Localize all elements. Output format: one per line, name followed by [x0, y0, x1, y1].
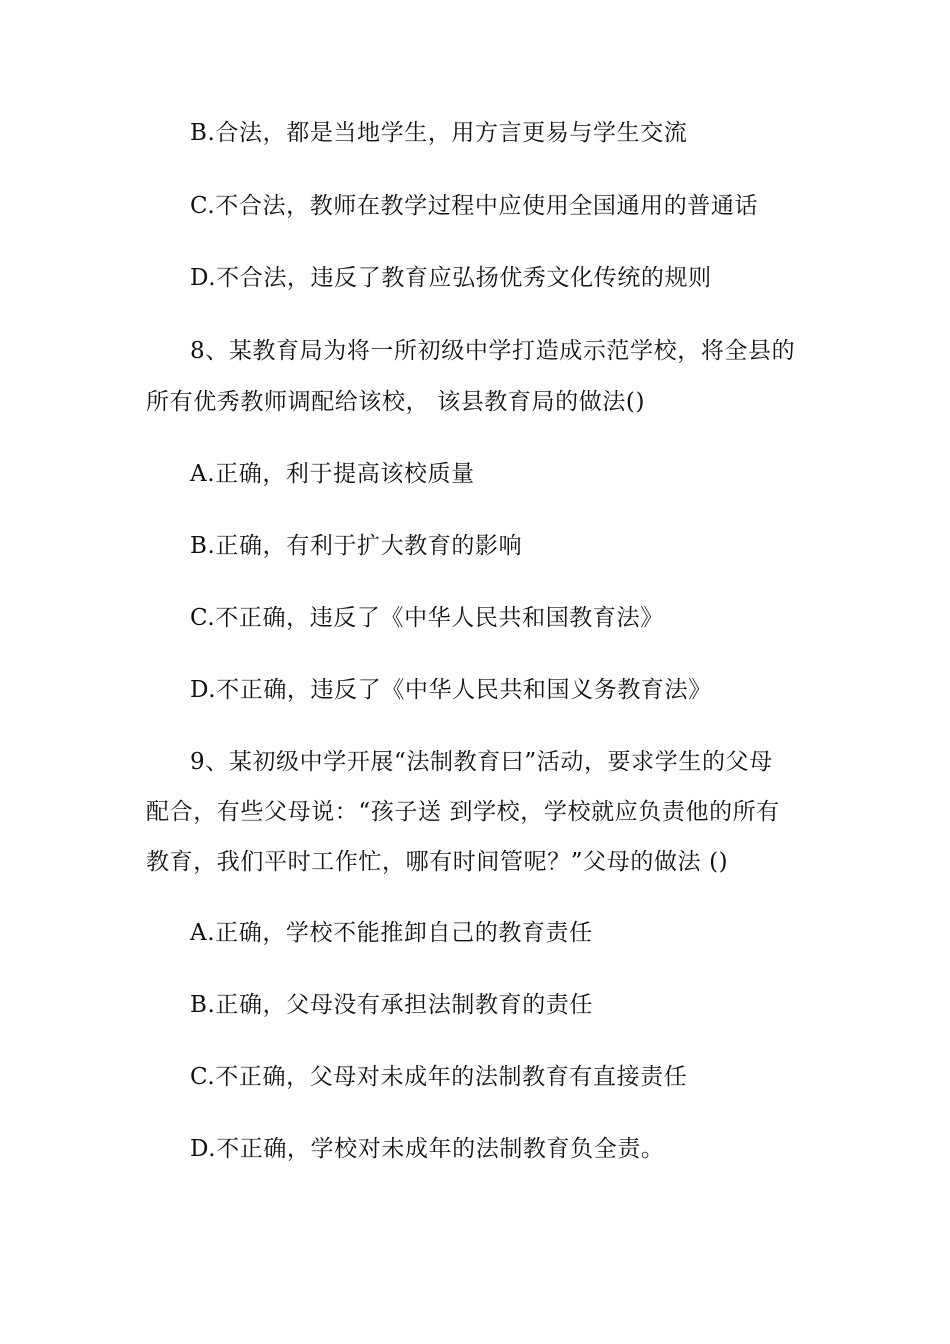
q8-option-d: D.不正确，违反了《中华人民共和国义务教育法》 — [190, 677, 712, 703]
q9-stem-line-1: 9、某初级中学开展“法制教育曰”活动，要求学生的父母 — [190, 749, 773, 775]
q7-option-d: D.不合法，违反了教育应弘扬优秀文化传统的规则 — [190, 265, 712, 291]
q9-option-d: D.不正确，学校对未成年的法制教育负全责。 — [190, 1136, 665, 1162]
q9-option-a: A.正确，学校不能推卸自己的教育责任 — [190, 920, 593, 946]
q8-option-b: B.正确，有利于扩大教育的影响 — [190, 533, 523, 559]
q8-stem-line-1: 8、某教育局为将一所初级中学打造成示范学校，将全县的 — [190, 338, 796, 364]
q8-option-a: A.正确，利于提高该校质量 — [190, 461, 475, 487]
q7-option-b: B.合法，都是当地学生，用方言更易与学生交流 — [190, 120, 688, 146]
q8-stem-line-2: 所有优秀教师调配给该校， 该县教育局的做法() — [146, 389, 646, 415]
q9-stem-line-3: 教育，我们平时工作忙，哪有时间管呢？”父母的做法 () — [146, 849, 729, 875]
q7-option-c: C.不合法，教师在教学过程中应使用全国通用的普通话 — [190, 193, 759, 219]
q9-option-b: B.正确，父母没有承担法制教育的责任 — [190, 992, 594, 1018]
q9-option-c: C.不正确，父母对未成年的法制教育有直接责任 — [190, 1064, 688, 1090]
q8-option-c: C.不正确，违反了《中华人民共和国教育法》 — [190, 605, 664, 631]
q9-stem-line-2: 配合，有些父母说：“孩子送 到学校，学校就应负责他的所有 — [146, 799, 780, 825]
